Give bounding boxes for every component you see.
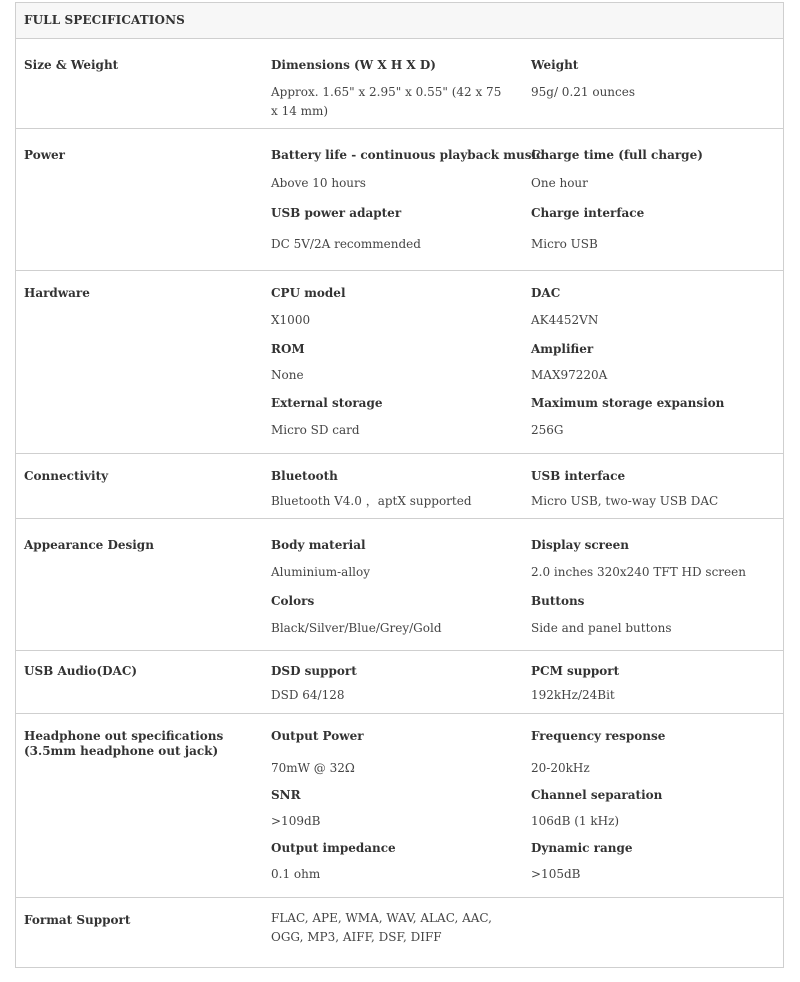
spec-row-format-support bbox=[16, 898, 783, 967]
spec-value: Bluetooth V4.0 ，aptX supported bbox=[271, 494, 472, 508]
spec-value: Micro SD card bbox=[271, 423, 360, 437]
spec-value: DC 5V/2A recommended bbox=[271, 237, 421, 251]
spec-value: Above 10 hours bbox=[271, 176, 366, 190]
spec-value: None bbox=[271, 368, 304, 382]
spec-label: ROM bbox=[271, 342, 305, 356]
spec-label: Body material bbox=[271, 538, 366, 552]
spec-row-usb-audio bbox=[16, 651, 783, 714]
specifications-table bbox=[15, 2, 784, 968]
spec-value: >105dB bbox=[531, 867, 581, 881]
spec-row-power bbox=[16, 129, 783, 271]
category-label: Hardware bbox=[24, 286, 90, 300]
spec-label: DSD support bbox=[271, 664, 357, 678]
spec-row-size-weight bbox=[16, 39, 783, 129]
category-label: Appearance Design bbox=[24, 538, 154, 552]
category-label: USB Audio(DAC) bbox=[24, 664, 138, 678]
table-title: FULL SPECIFICATIONS bbox=[24, 13, 185, 27]
spec-value: >109dB bbox=[271, 814, 321, 828]
spec-label: USB interface bbox=[531, 469, 626, 483]
spec-label: External storage bbox=[271, 396, 383, 410]
spec-label: Buttons bbox=[531, 594, 585, 608]
spec-label: Output impedance bbox=[271, 841, 396, 855]
spec-label: CPU model bbox=[271, 286, 346, 300]
spec-row-appearance bbox=[16, 519, 783, 651]
spec-label: Frequency response bbox=[531, 729, 666, 743]
spec-label: Dimensions (W X H X D) bbox=[271, 58, 436, 72]
spec-label: Display screen bbox=[531, 538, 629, 552]
spec-label: Channel separation bbox=[531, 788, 663, 802]
spec-label: USB power adapter bbox=[271, 206, 402, 220]
spec-value: One hour bbox=[531, 176, 588, 190]
spec-value: 0.1 ohm bbox=[271, 867, 321, 881]
spec-value: 192kHz/24Bit bbox=[531, 688, 615, 702]
spec-label: PCM support bbox=[531, 664, 620, 678]
spec-row-connectivity bbox=[16, 454, 783, 519]
spec-value: Approx. 1.65" x 2.95" x 0.55" (42 x 75 x 14 mm) bbox=[271, 85, 502, 118]
category-label: Headphone out specifications (3.5mm headphone out jack) bbox=[24, 729, 224, 758]
spec-label: Battery life - continuous playback music bbox=[271, 148, 544, 162]
spec-value: Micro USB, two-way USB DAC bbox=[531, 494, 719, 508]
spec-label: Bluetooth bbox=[271, 469, 338, 483]
spec-label: DAC bbox=[531, 286, 561, 300]
spec-value: FLAC, APE, WMA, WAV, ALAC, AAC, OGG, MP3, AIFF, DSF, DIFF bbox=[271, 911, 492, 944]
spec-value: 2.0 inches 320x240 TFT HD screen bbox=[531, 565, 746, 579]
spec-value: AK4452VN bbox=[531, 313, 599, 327]
spec-value: 95g/ 0.21 ounces bbox=[531, 85, 636, 99]
spec-label: Output Power bbox=[271, 729, 364, 743]
category-label: Size & Weight bbox=[24, 58, 119, 72]
table-header bbox=[16, 3, 783, 39]
spec-label: Charge interface bbox=[531, 206, 645, 220]
spec-label: Weight bbox=[531, 58, 579, 72]
spec-value: 106dB (1 kHz) bbox=[531, 814, 620, 828]
spec-value: Black/Silver/Blue/Grey/Gold bbox=[271, 621, 442, 635]
spec-row-hardware bbox=[16, 271, 783, 454]
spec-value: DSD 64/128 bbox=[271, 688, 345, 702]
spec-label: Dynamic range bbox=[531, 841, 633, 855]
spec-value: Side and panel buttons bbox=[531, 621, 672, 635]
spec-label: Colors bbox=[271, 594, 315, 608]
spec-value: Aluminium-alloy bbox=[271, 565, 371, 579]
spec-label: Charge time (full charge) bbox=[531, 148, 703, 162]
spec-label: Maximum storage expansion bbox=[531, 396, 725, 410]
spec-label: SNR bbox=[271, 788, 301, 802]
spec-value: 256G bbox=[531, 423, 564, 437]
category-label: Connectivity bbox=[24, 469, 109, 483]
spec-value: Micro USB bbox=[531, 237, 598, 251]
category-label: Power bbox=[24, 148, 65, 162]
category-label: Format Support bbox=[24, 913, 131, 927]
spec-value: X1000 bbox=[271, 313, 311, 327]
spec-value: MAX97220A bbox=[531, 368, 608, 382]
spec-value: 20-20kHz bbox=[531, 761, 590, 775]
spec-label: Amplifier bbox=[531, 342, 594, 356]
spec-row-headphone-out bbox=[16, 714, 783, 898]
spec-value: 70mW @ 32Ω bbox=[271, 761, 355, 775]
